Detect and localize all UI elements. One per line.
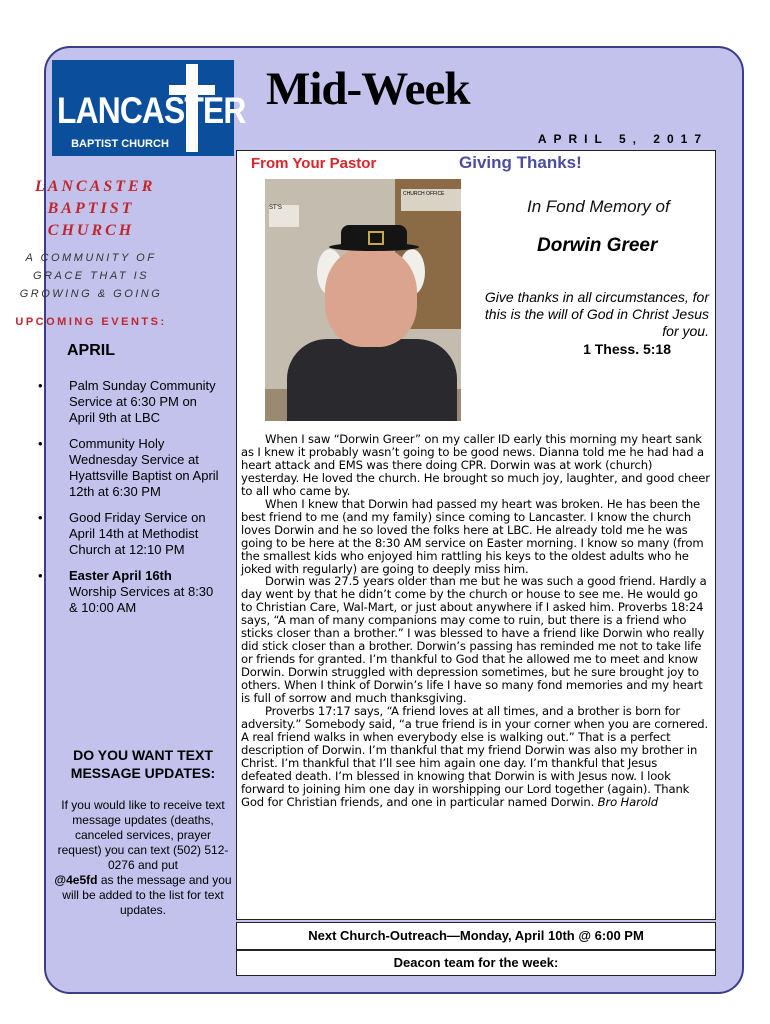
church-tagline: A COMMUNITY OF GRACE THAT IS GROWING & GOING	[19, 252, 163, 300]
article-headline: Giving Thanks!	[459, 153, 582, 172]
letter-paragraph: When I knew that Dorwin had passed my heart was broken. He has been the best friend to me (and my family) since coming to Lancaster. I know the church loves Dorwin and he so loved the folks here at LBC. He already told me he was going to be here at the 8:30 AM service on Easter morning. I know so many (from the smallest kids who enjoyed him rattling his keys to the oldest adults who he joked with regularly) are going to deeply miss him.	[241, 496, 704, 576]
outreach-banner: Next Church-Outreach—Monday, April 10th @ 6:00 PM	[236, 922, 716, 950]
letter-paragraph: When I saw “Dorwin Greer” on my caller ID early this morning my heart sank as I knew it probably wasn’t going to be good news. Dianna told me he had had a heart attack and EMS was there doing CPR. Dorwin was at work (church) yesterday. He loved the church. He brought so much joy, laughter, and good cheer to all who came by.	[241, 432, 710, 498]
logo-subtitle: BAPTIST CHURCH	[71, 138, 169, 150]
section-label: From Your Pastor	[251, 155, 377, 172]
photo-sign: ST'S	[269, 205, 299, 227]
pastor-letter	[241, 433, 711, 809]
logo-wordmark: LANCASTER	[57, 90, 246, 131]
scripture-reference: 1 Thess. 5:18	[583, 341, 671, 357]
event-item: • Easter April 16th Worship Services at 8:30 & 10:00 AM	[52, 568, 222, 616]
issue-date: APRIL 5, 2017	[537, 132, 708, 146]
letter-paragraph: Dorwin was 27.5 years older than me but he was such a good friend. Hardly a day went by that he didn’t come by the church or house to see me. He would go to Christian Care, Wal-Mart, or just about anywhere if I asked him. Proverbs 18:24 says, “A man of many companions may come to ruin, but there is a friend who sticks closer than a brother.” I was blessed to have a friend like Dorwin who really did stick closer than a brother. Dorwin’s passing has reminded me not to take life or friends for granted. I’m thankful to God that he allowed me to meet and know Dorwin. Dorwin struggled with depression sometimes, but he sure brought joy to others. When I think of Dorwin’s life I have so many fond memories and my heart is full of sorrow and much thanksgiving.	[241, 574, 707, 706]
events-list	[52, 378, 222, 626]
church-name: LANCASTER BAPTIST CHURCH	[35, 178, 156, 239]
photo-sign: CHURCH OFFICE	[401, 189, 461, 211]
scripture-verse: Give thanks in all circumstances, for this is the will of God in Christ Jesus for you.	[484, 289, 709, 339]
letter-paragraph: Proverbs 17:17 says, “A friend loves at all times, and a brother is born for adversity.” Somebody said, “a true friend is in your corner when you are cornered. A real friend walks in when everybody else is walking out.” That is a perfect description of Dorwin. I’m thankful that my friend Dorwin was also my brother in Christ. I’m thankful that I’ll see him again one day. I’m thankful that Jesus defeated death. I’m blessed in knowing that Dorwin is with Jesus now. I look forward to joining him one day in worshipping our Lord together (again). Thank God for Christian friends, and one in particular named Dorwin. Bro Harold	[241, 704, 709, 809]
events-month: APRIL	[67, 342, 115, 359]
memorial-intro: In Fond Memory of	[527, 197, 670, 216]
sms-updates-text: If you would like to receive text message updates (deaths, canceled services, prayer request) you can text (502) 512-0276 and put @4e5fd as the message and you will be added to the list for text updates.	[54, 798, 232, 917]
memorial-photo	[265, 179, 461, 421]
event-item: • Good Friday Service on April 14th at Methodist Church at 12:10 PM	[52, 510, 222, 558]
pastor-article	[236, 150, 716, 920]
sms-updates-heading: DO YOU WANT TEXT MESSAGE UPDATES:	[70, 747, 216, 781]
event-item: • Community Holy Wednesday Service at Hyattsville Baptist on April 12th at 6:30 PM	[52, 436, 222, 500]
letter-signature: Bro Harold	[597, 794, 658, 809]
upcoming-events-heading: UPCOMING EVENTS:	[15, 316, 167, 328]
sms-code: @4e5fd	[54, 873, 98, 887]
event-item: • Palm Sunday Community Service at 6:30 PM on April 9th at LBC	[52, 378, 222, 426]
deacon-banner: Deacon team for the week:	[236, 950, 716, 976]
newsletter-title: Mid-Week	[266, 63, 470, 115]
church-logo	[52, 60, 246, 156]
memorial-name: Dorwin Greer	[537, 235, 658, 256]
